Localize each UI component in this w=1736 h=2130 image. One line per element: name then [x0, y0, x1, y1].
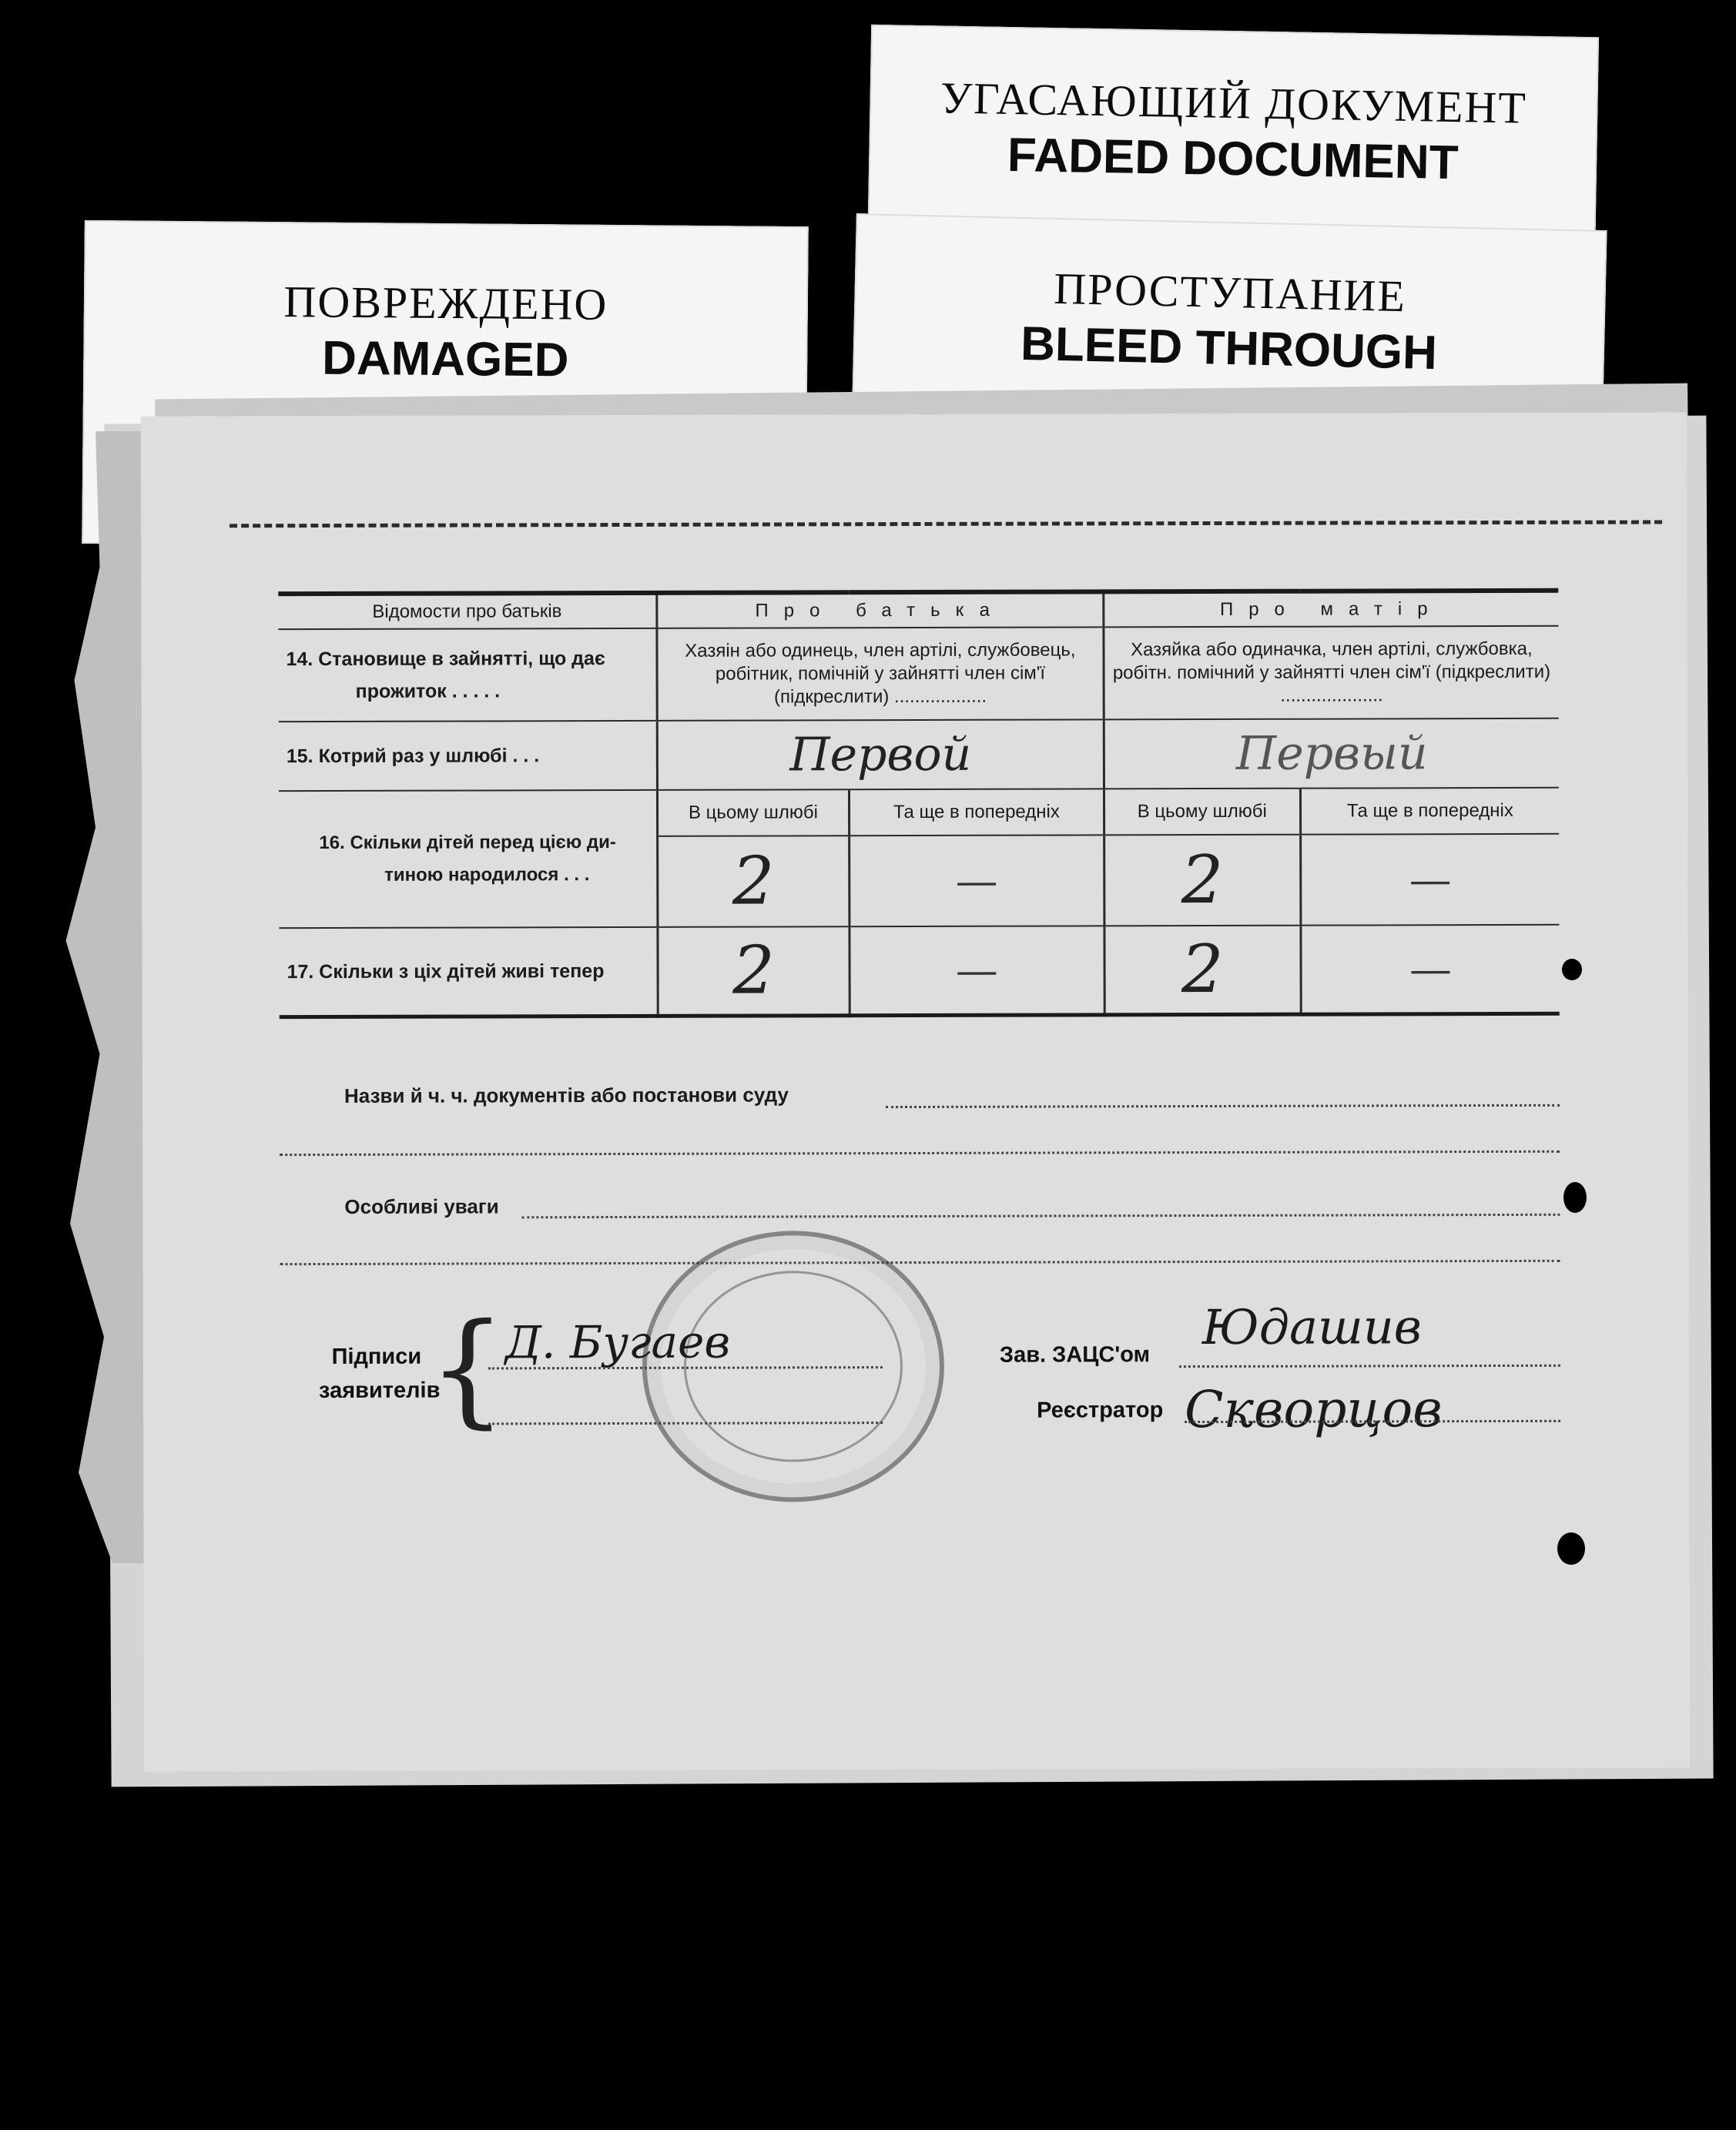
documents-line-1: [886, 1104, 1560, 1108]
faded-card-en: FADED DOCUMENT: [1007, 128, 1460, 190]
row15-label: 15. Котрий раз у шлюбі . . .: [279, 721, 658, 791]
bleed-card-ru: ПРОСТУПАНИЕ: [1053, 263, 1407, 322]
row14-label-line1: 14. Становище в зайнятті, що дає: [286, 648, 605, 671]
document-page: [141, 412, 1691, 1771]
header-parents-info: Відомости про батьків: [278, 593, 657, 629]
row16-mother-prev: —: [1300, 834, 1559, 926]
sub-father-previous: Та ще в попередніх: [849, 789, 1104, 836]
row17-father-prev: —: [850, 926, 1104, 1015]
documents-label: Назви й ч. ч. документів або постанови суду: [344, 1083, 789, 1107]
head-line: [1179, 1365, 1560, 1368]
bleed-card-en: BLEED THROUGH: [1020, 316, 1438, 380]
sub-father-in-marriage: В цьому шлюбі: [657, 789, 849, 836]
documents-line-2: [280, 1150, 1560, 1156]
row15-mother-value: Первый: [1104, 718, 1559, 789]
row-15: [279, 718, 1559, 791]
subheader-row: [279, 788, 1559, 837]
row16-label-line1: 16. Скільки дітей перед цією ди-: [319, 832, 616, 854]
row-14: [278, 626, 1558, 722]
sub-mother-previous: Та ще в попередніх: [1300, 788, 1559, 835]
damaged-card-en: DAMAGED: [321, 331, 569, 387]
row16-label: [279, 790, 658, 928]
row14-father: Хазяін або одинець, член артілі, службовець, робітник, помічній у зайнятті член сім'ї (підкреслити) ..................: [657, 627, 1104, 721]
row-17: [279, 925, 1559, 1017]
row17-father-in: 2: [658, 926, 850, 1016]
head-label: Зав. ЗАЦС'ом: [999, 1342, 1151, 1368]
registrar-line: [1185, 1420, 1560, 1423]
punch-hole: [1557, 1532, 1585, 1565]
faded-card-ru: УГАСАЮЩИЙ ДОКУМЕНТ: [940, 72, 1528, 133]
notes-label: Особливі уваги: [344, 1194, 499, 1218]
damaged-card-ru: ПОВРЕЖДЕНО: [283, 276, 608, 330]
row16-label-line2: тиною народилося . . .: [384, 864, 590, 886]
registrar-label: Реєстратор: [1037, 1398, 1164, 1423]
row16-father-prev: —: [849, 835, 1104, 926]
notes-line-2: [280, 1260, 1560, 1265]
row14-label: [278, 628, 657, 722]
punch-hole: [1562, 959, 1582, 980]
row17-label: 17. Скільки з ціх дітей живі тепер: [279, 927, 658, 1017]
row16-mother-in: 2: [1104, 835, 1300, 926]
row15-father-value: Первой: [657, 719, 1104, 790]
table-header-row: [278, 591, 1558, 629]
punch-hole: [1563, 1182, 1587, 1213]
perforation-line: [230, 520, 1662, 527]
row16-father-in: 2: [658, 836, 850, 927]
header-father: Про батька: [657, 591, 1104, 628]
row17-mother-prev: —: [1301, 925, 1560, 1014]
notes-line-1: [521, 1214, 1560, 1219]
signatures-label-line1: Підписи: [331, 1344, 422, 1369]
header-mother: Про матір: [1104, 591, 1559, 628]
signatures-label-line2: заявителів: [318, 1378, 441, 1404]
damaged-page-edge: [62, 431, 146, 1563]
signature-brace: {: [427, 1296, 507, 1441]
row14-mother: Хазяйка або одиначка, член артілі, службовка, робітн. помічний у зайнятті член сім'ї (підкреслити) ....................: [1104, 626, 1559, 720]
sub-mother-in-marriage: В цьому шлюбі: [1104, 789, 1300, 836]
applicant-signature: Д. Бугаев: [504, 1315, 731, 1369]
row17-mother-in: 2: [1104, 926, 1301, 1015]
registrar-signature: Скворцов: [1184, 1379, 1443, 1440]
signatures-label: [318, 1340, 441, 1408]
head-signature: Юдашив: [1201, 1298, 1422, 1356]
row14-label-line2: прожиток . . . . .: [355, 680, 501, 702]
parents-info-table: [278, 588, 1559, 1019]
